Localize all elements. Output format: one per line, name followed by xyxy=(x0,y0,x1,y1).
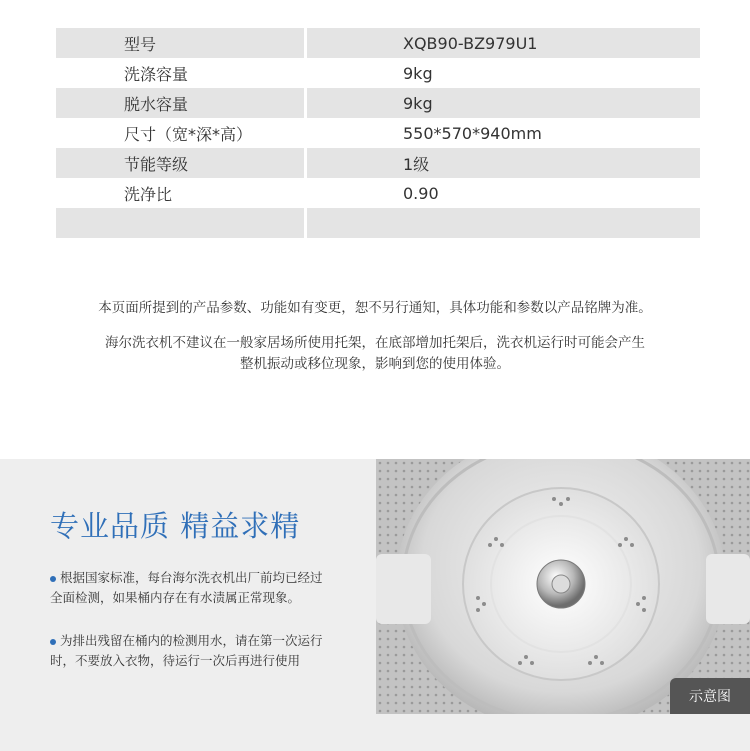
quality-heading: 专业品质 精益求精 xyxy=(50,509,301,543)
spec-value: 1级 xyxy=(307,148,700,178)
bullet-text: 为排出残留在桶内的检测用水，请在第一次运行 xyxy=(60,633,323,648)
spec-row xyxy=(56,208,700,238)
spec-row xyxy=(56,148,700,178)
bullet-text: 根据国家标准，每台海尔洗衣机出厂前均已经过 xyxy=(60,570,323,585)
spec-row xyxy=(56,28,700,58)
spec-label xyxy=(56,208,304,238)
illustration-badge: 示意图 xyxy=(670,678,750,714)
spec-label: 洗净比 xyxy=(124,184,173,204)
spec-table xyxy=(56,28,700,238)
spec-value xyxy=(307,208,700,238)
disclaimer-notes xyxy=(0,298,750,375)
bullet-dot-icon xyxy=(50,639,56,645)
bracket-warning-line: 整机振动或移位现象，影响到您的使用体验。 xyxy=(240,356,510,372)
spec-label: 洗涤容量 xyxy=(124,64,189,84)
spec-label: 脱水容量 xyxy=(56,88,304,118)
bullet-text: 时，不要放入衣物，待运行一次后再进行使用 xyxy=(50,653,301,668)
spec-value: 550*570*940mm xyxy=(403,123,542,143)
spec-row xyxy=(56,58,700,88)
bullet-text: 全面检测，如果桶内存在有水渍属正常现象。 xyxy=(50,590,301,605)
disclaimer-line: 本页面所提到的产品参数、功能如有变更，恕不另行通知，具体功能和参数以产品铭牌为准。 xyxy=(98,300,652,316)
washer-drum-image xyxy=(376,459,750,714)
spec-value: 9kg xyxy=(307,88,700,118)
spec-value: 9kg xyxy=(403,63,433,83)
drum-illustration xyxy=(376,459,750,714)
spec-value: XQB90-BZ979U1 xyxy=(307,28,700,58)
spec-row xyxy=(56,178,700,208)
spec-row xyxy=(56,118,700,148)
spec-row xyxy=(56,88,700,118)
spec-label: 节能等级 xyxy=(56,148,304,178)
bullet-item xyxy=(50,631,370,671)
bullet-dot-icon xyxy=(50,576,56,582)
bullet-item xyxy=(50,568,370,608)
bracket-warning-line: 海尔洗衣机不建议在一般家居场所使用托架，在底部增加托架后，洗衣机运行时可能会产生 xyxy=(105,335,645,351)
spec-label: 型号 xyxy=(56,28,304,58)
spec-label: 尺寸（宽*深*高） xyxy=(124,124,253,144)
spec-value: 0.90 xyxy=(403,183,439,203)
